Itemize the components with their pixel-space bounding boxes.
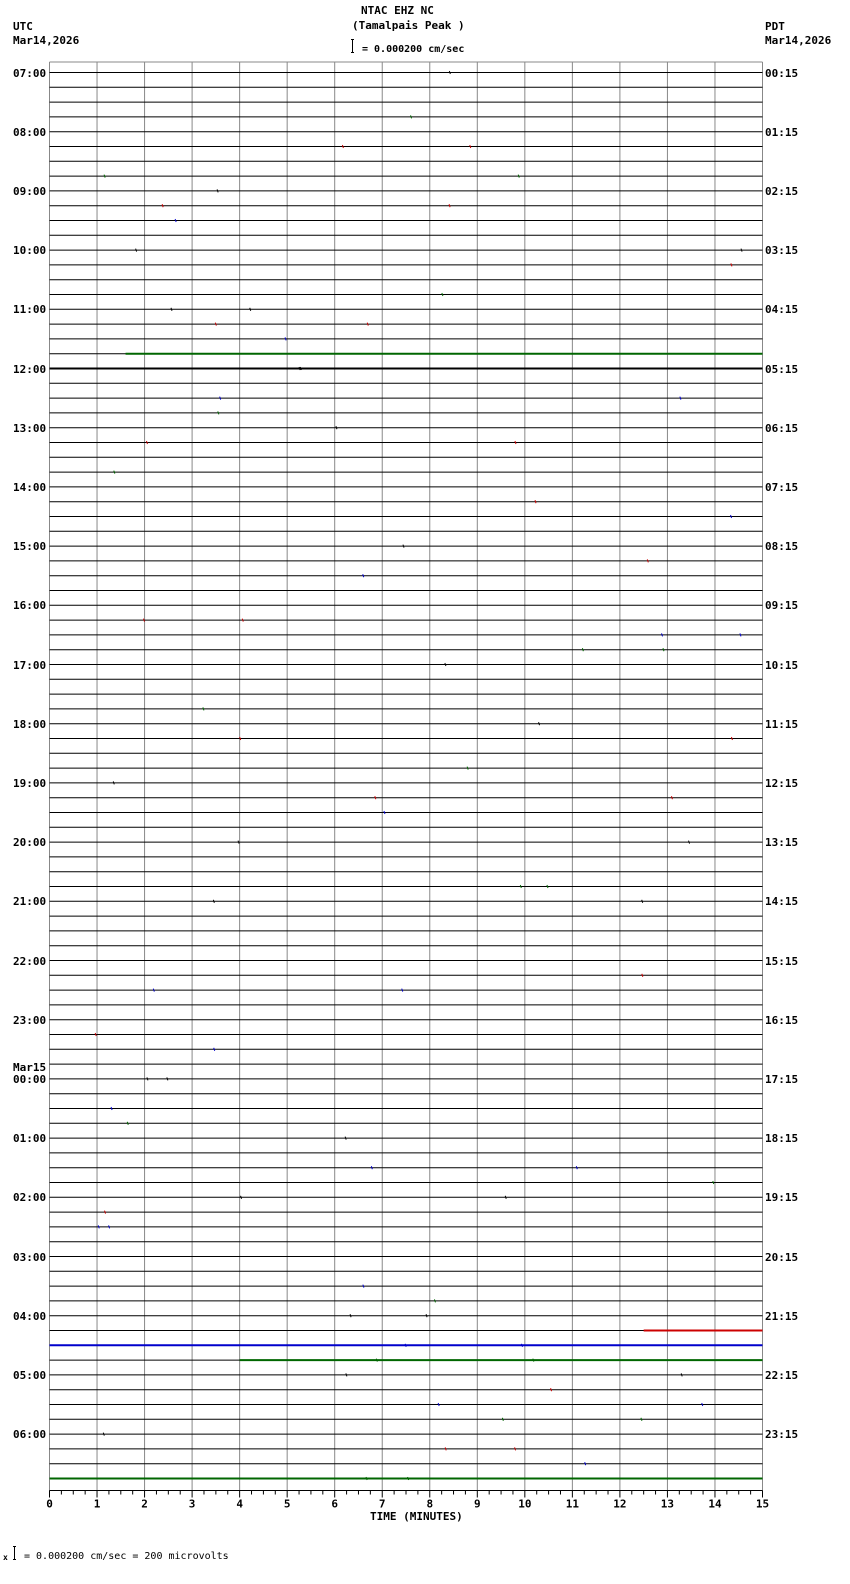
- pdt-hour-label: 15:15: [765, 954, 799, 968]
- x-axis: [46, 1491, 769, 1511]
- trace-spike: [641, 1418, 642, 1421]
- trace-spike: [105, 1211, 106, 1214]
- trace-spike: [213, 900, 214, 903]
- trace-spike: [153, 989, 154, 992]
- trace-spike: [403, 545, 404, 548]
- trace-spike: [346, 1373, 347, 1376]
- date-change-label: Mar15: [13, 1061, 47, 1074]
- utc-hour-label: 08:00: [13, 125, 47, 139]
- trace-spike: [136, 249, 137, 252]
- utc-hour-label: 18:00: [13, 717, 47, 731]
- utc-hour-label: 15:00: [13, 540, 47, 554]
- trace-spike: [681, 1373, 682, 1376]
- utc-hour-label: 21:00: [13, 895, 47, 909]
- trace-spike: [113, 781, 114, 784]
- trace-spike: [402, 989, 403, 992]
- x-tick-label: 8: [426, 1497, 434, 1511]
- x-tick-label: 1: [93, 1497, 101, 1511]
- trace-spike: [241, 1196, 242, 1199]
- pdt-hour-label: 12:15: [765, 776, 799, 790]
- trace-spike: [547, 885, 548, 888]
- trace-spike: [366, 1477, 367, 1480]
- utc-hour-label: 23:00: [13, 1013, 47, 1027]
- footer-scale-text: = 0.000200 cm/sec = 200 microvolts: [24, 1551, 229, 1562]
- trace-spike: [731, 515, 732, 518]
- pdt-hour-label: 17:15: [765, 1072, 799, 1086]
- trace-spike: [518, 175, 519, 178]
- pdt-hour-label: 14:15: [765, 895, 799, 909]
- x-tick-label: 4: [236, 1497, 243, 1511]
- trace-spike: [220, 397, 221, 400]
- trace-spike: [95, 1033, 96, 1036]
- site-name: (Tamalpais Peak ): [352, 19, 465, 32]
- x-tick-label: 9: [473, 1497, 481, 1511]
- x-tick-label: 6: [331, 1497, 339, 1511]
- trace-spike: [445, 663, 446, 666]
- x-tick-label: 3: [188, 1497, 196, 1511]
- utc-hour-label: 02:00: [13, 1191, 47, 1205]
- x-tick-label: 11: [565, 1497, 579, 1511]
- pdt-hour-label: 04:15: [765, 303, 799, 317]
- utc-hour-label: 06:00: [13, 1428, 47, 1442]
- trace-spike: [438, 1403, 439, 1406]
- x-tick-label: 14: [708, 1497, 722, 1511]
- pdt-hour-label: 23:15: [765, 1428, 799, 1442]
- pdt-hour-label: 05:15: [765, 362, 799, 376]
- trace-spike: [103, 1433, 104, 1436]
- utc-hour-label: 07:00: [13, 66, 47, 80]
- pdt-hour-label: 07:15: [765, 480, 799, 494]
- trace-spike: [689, 841, 690, 844]
- pdt-hour-label: 02:15: [765, 184, 799, 198]
- trace-spike: [663, 648, 664, 651]
- time-grid: [50, 62, 763, 1491]
- trace-spike: [713, 1181, 714, 1184]
- pdt-hour-label: 00:15: [765, 66, 799, 80]
- utc-hour-label: 11:00: [13, 303, 47, 317]
- trace-spike: [342, 145, 343, 148]
- trace-spike: [350, 1314, 351, 1317]
- trace-spike: [515, 1447, 516, 1450]
- x-axis-title: TIME (MINUTES): [370, 1510, 463, 1523]
- trace-spike: [98, 1225, 99, 1228]
- pdt-hour-label: 13:15: [765, 836, 799, 850]
- trace-spike: [242, 619, 243, 622]
- trace-spike: [522, 1344, 523, 1347]
- trace-spike: [405, 1344, 406, 1347]
- scale-label: = 0.000200 cm/sec: [362, 44, 465, 55]
- pdt-hour-label: 09:15: [765, 599, 799, 613]
- trace-spike: [680, 397, 681, 400]
- trace-spike: [285, 337, 286, 340]
- trace-spike: [576, 1166, 577, 1169]
- footer-scale-bar-icon: [13, 1546, 16, 1560]
- utc-hour-label: 13:00: [13, 421, 47, 435]
- trace-spike: [363, 574, 364, 577]
- utc-hour-label: 20:00: [13, 836, 47, 850]
- pdt-hour-label: 06:15: [765, 421, 799, 435]
- pdt-hour-label: 08:15: [765, 540, 799, 554]
- trace-spike: [520, 885, 521, 888]
- trace-spike: [551, 1388, 552, 1391]
- scale-bar-icon: [351, 39, 354, 53]
- trace-spike: [146, 441, 147, 444]
- trace-spike: [162, 204, 163, 207]
- pdt-hour-label: 01:15: [765, 125, 799, 139]
- footer-marker: x: [3, 1553, 8, 1562]
- trace-spike: [662, 633, 663, 636]
- utc-hour-label: 05:00: [13, 1368, 47, 1382]
- utc-hour-label: 16:00: [13, 599, 47, 613]
- trace-spike: [238, 841, 239, 844]
- x-tick-label: 13: [660, 1497, 675, 1511]
- trace-spike: [505, 1196, 506, 1199]
- trace-spike: [731, 737, 732, 740]
- trace-spike: [533, 1359, 534, 1362]
- trace-spike: [109, 1225, 110, 1228]
- trace-spike: [384, 811, 385, 814]
- trace-spike: [104, 175, 105, 178]
- x-tick-label: 7: [378, 1497, 386, 1511]
- x-tick-label: 12: [613, 1497, 627, 1511]
- right-timezone: PDT: [765, 20, 785, 33]
- trace-spike: [376, 1359, 377, 1362]
- pdt-hour-label: 18:15: [765, 1132, 799, 1146]
- station-title: NTAC EHZ NC: [361, 4, 434, 17]
- trace-spike: [214, 1048, 215, 1051]
- trace-spike: [702, 1403, 703, 1406]
- utc-hour-label: 01:00: [13, 1132, 47, 1146]
- x-tick-label: 10: [518, 1497, 532, 1511]
- trace-spike: [642, 974, 643, 977]
- pdt-hour-label: 22:15: [765, 1368, 799, 1382]
- x-tick-label: 15: [755, 1497, 770, 1511]
- trace-spike: [114, 471, 115, 474]
- trace-spike: [217, 189, 218, 192]
- x-tick-label: 5: [283, 1497, 291, 1511]
- left-date: Mar14,2026: [13, 34, 80, 47]
- trace-spike: [363, 1285, 364, 1288]
- trace-spike: [515, 441, 516, 444]
- utc-hour-label: 04:00: [13, 1309, 47, 1323]
- trace-spike: [582, 648, 583, 651]
- trace-spike: [371, 1166, 372, 1169]
- utc-hour-label: 19:00: [13, 776, 47, 790]
- trace-spike: [215, 323, 216, 326]
- trace-spike: [647, 559, 648, 562]
- trace-spike: [345, 1137, 346, 1140]
- trace-spike: [408, 1477, 409, 1480]
- pdt-hour-label: 16:15: [765, 1013, 799, 1027]
- trace-spike: [375, 796, 376, 799]
- trace-spike: [731, 263, 732, 266]
- trace-spike: [175, 219, 176, 222]
- pdt-hour-label: 03:15: [765, 244, 799, 258]
- pdt-hour-label: 20:15: [765, 1250, 799, 1264]
- x-tick-label: 2: [141, 1497, 148, 1511]
- trace-spike: [585, 1462, 586, 1465]
- trace-spike: [111, 1107, 112, 1110]
- utc-hour-label: 10:00: [13, 244, 47, 258]
- trace-spike: [367, 323, 368, 326]
- trace-spike: [171, 308, 172, 311]
- trace-spike: [434, 1299, 435, 1302]
- utc-hour-label: 03:00: [13, 1250, 47, 1264]
- trace-spike: [250, 308, 251, 311]
- pdt-hour-label: 11:15: [765, 717, 799, 731]
- utc-hour-label: 22:00: [13, 954, 47, 968]
- trace-spike: [467, 767, 468, 770]
- trace-spike: [442, 293, 443, 296]
- trace-spike: [167, 1077, 168, 1080]
- pdt-hour-label: 19:15: [765, 1191, 799, 1205]
- trace-spike: [741, 249, 742, 252]
- trace-spike: [445, 1447, 446, 1450]
- utc-hour-label: 09:00: [13, 184, 47, 198]
- trace-spike: [449, 71, 450, 74]
- pdt-hour-label: 21:15: [765, 1309, 799, 1323]
- trace-spike: [642, 900, 643, 903]
- right-date: Mar14,2026: [765, 34, 832, 47]
- trace-spike: [336, 426, 337, 429]
- x-tick-label: 0: [46, 1497, 53, 1511]
- trace-spike: [218, 411, 219, 414]
- trace-spike: [426, 1314, 427, 1317]
- trace-spike: [539, 722, 540, 725]
- trace-spike: [449, 204, 450, 207]
- pdt-hour-label: 10:15: [765, 658, 799, 672]
- utc-hour-label: 14:00: [13, 480, 47, 494]
- trace-spike: [740, 633, 741, 636]
- trace-spike: [203, 707, 204, 710]
- left-timezone: UTC: [13, 20, 33, 33]
- utc-hour-label: 17:00: [13, 658, 47, 672]
- trace-spike: [671, 796, 672, 799]
- trace-spike: [502, 1418, 503, 1421]
- trace-spike: [127, 1122, 128, 1125]
- trace-spike: [147, 1077, 148, 1080]
- utc-hour-label: 12:00: [13, 362, 47, 376]
- utc-hour-label: 00:00: [13, 1072, 47, 1086]
- trace-spike: [470, 145, 471, 148]
- trace-spike: [535, 500, 536, 503]
- trace-spike: [411, 115, 412, 118]
- trace-group: [50, 71, 763, 1480]
